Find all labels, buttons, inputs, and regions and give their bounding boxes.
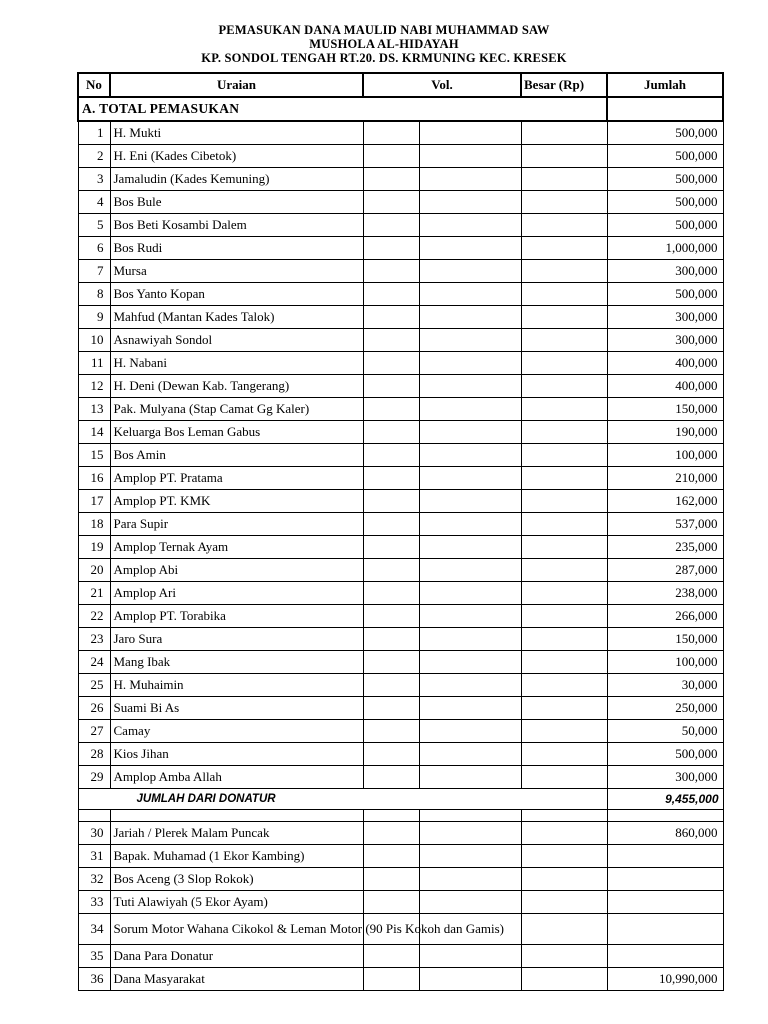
row-vol-cell [363,283,419,306]
row-besar-cell [521,191,607,214]
row-amount: 300,000 [607,766,723,789]
row-amount: 210,000 [607,467,723,490]
row-vol-cell [363,628,419,651]
row-number: 25 [78,674,110,697]
row-description: Amplop Amba Allah [110,766,363,789]
row-vol-unit-cell [419,559,521,582]
row-vol-cell [363,145,419,168]
row-vol-cell [363,121,419,145]
row-vol-unit-cell [419,467,521,490]
col-header-no: No [78,73,110,97]
spacer-cell [419,810,521,822]
row-besar-cell [521,168,607,191]
row-number: 5 [78,214,110,237]
table-row [78,121,723,145]
spacer-cell [521,810,607,822]
row-vol-unit-cell [419,421,521,444]
row-amount: 287,000 [607,559,723,582]
row-number: 7 [78,260,110,283]
table-row [78,513,723,536]
table-row [78,329,723,352]
row-vol-cell [363,398,419,421]
row-vol-unit-cell [419,845,521,868]
table-row [78,891,723,914]
row-description: Bos Bule [110,191,363,214]
row-vol-unit-cell [419,444,521,467]
row-vol-cell [363,697,419,720]
total-donatur-value: 9,455,000 [607,789,723,810]
row-vol-cell [363,490,419,513]
row-vol-unit-cell [419,945,521,968]
row-number: 2 [78,145,110,168]
row-vol-cell [363,467,419,490]
row-number: 15 [78,444,110,467]
row-vol-cell [363,766,419,789]
row-besar-cell [521,697,607,720]
table-row [78,559,723,582]
spacer-row [78,810,723,822]
section-title: A. TOTAL PEMASUKAN [78,97,607,121]
row-description: Tuti Alawiyah (5 Ekor Ayam) [110,891,363,914]
table-row [78,283,723,306]
row-description: Asnawiyah Sondol [110,329,363,352]
row-vol-unit-cell [419,214,521,237]
row-description: Mang Ibak [110,651,363,674]
row-description: Jariah / Plerek Malam Puncak [110,822,363,845]
row-vol-unit-cell [419,605,521,628]
row-description: Para Supir [110,513,363,536]
row-besar-cell [521,421,607,444]
row-besar-cell [521,283,607,306]
row-description: Keluarga Bos Leman Gabus [110,421,363,444]
row-description: Dana Para Donatur [110,945,363,968]
table-row [78,536,723,559]
header-title: PEMASUKAN DANA MAULID NABI MUHAMMAD SAW [218,23,550,37]
row-besar-cell [521,720,607,743]
row-description: H. Nabani [110,352,363,375]
row-description: Kios Jihan [110,743,363,766]
row-amount: 1,000,000 [607,237,723,260]
row-vol-unit-cell [419,513,521,536]
table-row [78,306,723,329]
row-description: H. Mukti [110,121,363,145]
row-vol-unit-cell [419,536,521,559]
row-amount: 150,000 [607,398,723,421]
row-number: 14 [78,421,110,444]
row-vol-cell [363,968,419,991]
row-vol-unit-cell [419,628,521,651]
row-description: H. Muhaimin [110,674,363,697]
row-description: Pak. Mulyana (Stap Camat Gg Kaler) [110,398,363,421]
row-vol-unit-cell [419,352,521,375]
row-amount: 300,000 [607,329,723,352]
row-vol-unit-cell [419,651,521,674]
row-besar-cell [521,467,607,490]
row-amount: 300,000 [607,306,723,329]
row-besar-cell [521,559,607,582]
row-vol-cell [363,329,419,352]
row-besar-cell [521,891,607,914]
table-row [78,945,723,968]
row-besar-cell [521,398,607,421]
row-number: 29 [78,766,110,789]
row-number: 16 [78,467,110,490]
row-besar-cell [521,536,607,559]
row-vol-unit-cell [419,766,521,789]
row-description: Camay [110,720,363,743]
table-row [78,968,723,991]
row-description: Amplop Ari [110,582,363,605]
row-besar-cell [521,845,607,868]
row-amount: 500,000 [607,145,723,168]
row-description: Sorum Motor Wahana Cikokol & Leman Motor (90 Pis Kokoh dan Gamis) [110,914,363,945]
table-row [78,605,723,628]
col-header-jumlah: Jumlah [607,73,723,97]
row-description: Dana Masyarakat [110,968,363,991]
row-amount: 400,000 [607,352,723,375]
table-row [78,697,723,720]
row-vol-cell [363,421,419,444]
row-amount: 50,000 [607,720,723,743]
row-besar-cell [521,582,607,605]
table-row [78,237,723,260]
row-vol-cell [363,191,419,214]
table-row [78,651,723,674]
row-number: 35 [78,945,110,968]
row-amount: 860,000 [607,822,723,845]
table-row [78,444,723,467]
row-besar-cell [521,945,607,968]
row-description: Bos Amin [110,444,363,467]
row-number: 27 [78,720,110,743]
row-number: 13 [78,398,110,421]
row-vol-unit-cell [419,121,521,145]
row-description: Amplop PT. Pratama [110,467,363,490]
table-row [78,168,723,191]
row-besar-cell [521,375,607,398]
row-description: Amplop Abi [110,559,363,582]
row-amount [607,868,723,891]
table-row [78,191,723,214]
row-number: 28 [78,743,110,766]
row-amount [607,845,723,868]
row-besar-cell [521,968,607,991]
spacer-cell [78,810,110,822]
row-number: 3 [78,168,110,191]
row-vol-cell [363,375,419,398]
row-amount: 500,000 [607,214,723,237]
table-row [78,868,723,891]
document-header [0,23,768,65]
spacer-cell [110,810,363,822]
income-table-body [78,73,723,991]
row-number: 19 [78,536,110,559]
row-number: 18 [78,513,110,536]
row-number: 12 [78,375,110,398]
row-amount: 235,000 [607,536,723,559]
row-number: 26 [78,697,110,720]
table-row [78,214,723,237]
row-vol-cell [363,168,419,191]
table-header-row [78,73,723,97]
col-header-vol: Vol. [363,73,521,97]
row-amount: 500,000 [607,121,723,145]
row-vol-unit-cell [419,490,521,513]
spacer-cell [607,810,723,822]
row-besar-cell [521,914,607,945]
row-besar-cell [521,651,607,674]
header-address: KP. SONDOL TENGAH RT.20. DS. KRMUNING KEC. KRESEK [201,51,567,65]
row-vol-cell [363,513,419,536]
row-besar-cell [521,306,607,329]
row-vol-unit-cell [419,743,521,766]
row-amount: 150,000 [607,628,723,651]
row-vol-unit-cell [419,720,521,743]
row-vol-unit-cell [419,868,521,891]
table-row [78,467,723,490]
row-amount: 162,000 [607,490,723,513]
row-amount: 400,000 [607,375,723,398]
row-description: H. Deni (Dewan Kab. Tangerang) [110,375,363,398]
table-row [78,720,723,743]
row-number: 23 [78,628,110,651]
section-total-cell [607,97,723,121]
row-vol-cell [363,582,419,605]
row-besar-cell [521,822,607,845]
row-description: Amplop PT. KMK [110,490,363,513]
row-vol-unit-cell [419,674,521,697]
row-vol-unit-cell [419,168,521,191]
row-vol-unit-cell [419,891,521,914]
row-vol-unit-cell [419,375,521,398]
total-donatur-label: JUMLAH DARI DONATUR [78,789,607,810]
col-header-besar: Besar (Rp) [521,73,607,97]
row-description: Jaro Sura [110,628,363,651]
row-besar-cell [521,444,607,467]
row-besar-cell [521,628,607,651]
table-row [78,375,723,398]
row-vol-cell [363,214,419,237]
total-donatur-row [78,789,723,810]
row-vol-cell [363,352,419,375]
row-number: 24 [78,651,110,674]
row-amount: 500,000 [607,168,723,191]
row-vol-unit-cell [419,697,521,720]
row-description: Mursa [110,260,363,283]
row-besar-cell [521,513,607,536]
row-besar-cell [521,121,607,145]
row-vol-cell [363,536,419,559]
row-number: 1 [78,121,110,145]
row-amount: 537,000 [607,513,723,536]
row-vol-cell [363,720,419,743]
row-besar-cell [521,260,607,283]
table-row [78,674,723,697]
row-description: Jamaludin (Kades Kemuning) [110,168,363,191]
row-description: Bapak. Muhamad (1 Ekor Kambing) [110,845,363,868]
row-description: Amplop Ternak Ayam [110,536,363,559]
row-amount: 300,000 [607,260,723,283]
row-besar-cell [521,214,607,237]
row-description: Suami Bi As [110,697,363,720]
row-amount: 100,000 [607,651,723,674]
table-row [78,822,723,845]
row-description: Mahfud (Mantan Kades Talok) [110,306,363,329]
row-number: 4 [78,191,110,214]
row-number: 11 [78,352,110,375]
section-row [78,97,723,121]
row-description: Bos Beti Kosambi Dalem [110,214,363,237]
row-number: 36 [78,968,110,991]
row-amount: 100,000 [607,444,723,467]
row-vol-cell [363,444,419,467]
row-vol-unit-cell [419,260,521,283]
row-vol-cell [363,651,419,674]
row-amount: 190,000 [607,421,723,444]
row-vol-cell [363,605,419,628]
row-besar-cell [521,766,607,789]
table-row [78,628,723,651]
row-number: 20 [78,559,110,582]
row-number: 34 [78,914,110,945]
row-amount: 500,000 [607,283,723,306]
row-amount: 250,000 [607,697,723,720]
row-amount: 10,990,000 [607,968,723,991]
row-amount [607,891,723,914]
row-vol-unit-cell [419,145,521,168]
row-besar-cell [521,145,607,168]
row-vol-cell [363,868,419,891]
row-number: 10 [78,329,110,352]
row-number: 22 [78,605,110,628]
table-row [78,398,723,421]
row-vol-cell [363,891,419,914]
table-row [78,914,723,945]
col-header-uraian: Uraian [110,73,363,97]
table-row [78,145,723,168]
row-number: 6 [78,237,110,260]
row-vol-cell [363,260,419,283]
row-vol-unit-cell [419,822,521,845]
row-number: 17 [78,490,110,513]
row-number: 32 [78,868,110,891]
header-organization: MUSHOLA AL-HIDAYAH [309,37,459,51]
row-besar-cell [521,490,607,513]
row-description: Bos Aceng (3 Slop Rokok) [110,868,363,891]
row-vol-cell [363,306,419,329]
table-row [78,743,723,766]
row-number: 33 [78,891,110,914]
row-besar-cell [521,868,607,891]
row-vol-unit-cell [419,306,521,329]
row-amount: 238,000 [607,582,723,605]
row-vol-cell [363,822,419,845]
row-number: 31 [78,845,110,868]
table-row [78,260,723,283]
row-vol-cell [363,845,419,868]
row-besar-cell [521,352,607,375]
row-vol-unit-cell [419,968,521,991]
row-vol-cell [363,743,419,766]
table-row [78,845,723,868]
table-row [78,352,723,375]
row-amount: 266,000 [607,605,723,628]
row-amount [607,914,723,945]
row-number: 30 [78,822,110,845]
row-amount: 30,000 [607,674,723,697]
row-amount [607,945,723,968]
row-vol-cell [363,237,419,260]
row-description: Bos Rudi [110,237,363,260]
table-row [78,766,723,789]
row-vol-cell [363,674,419,697]
row-amount: 500,000 [607,743,723,766]
row-number: 8 [78,283,110,306]
row-vol-cell [363,945,419,968]
row-besar-cell [521,605,607,628]
row-besar-cell [521,329,607,352]
row-description: H. Eni (Kades Cibetok) [110,145,363,168]
table-row [78,582,723,605]
row-description: Bos Yanto Kopan [110,283,363,306]
table-row [78,490,723,513]
row-description: Amplop PT. Torabika [110,605,363,628]
row-number: 21 [78,582,110,605]
table-row [78,421,723,444]
spacer-cell [363,810,419,822]
row-vol-unit-cell [419,283,521,306]
row-besar-cell [521,674,607,697]
row-amount: 500,000 [607,191,723,214]
row-vol-unit-cell [419,329,521,352]
row-besar-cell [521,237,607,260]
row-vol-unit-cell [419,398,521,421]
row-number: 9 [78,306,110,329]
row-vol-cell [363,559,419,582]
row-vol-unit-cell [419,582,521,605]
row-vol-unit-cell [419,237,521,260]
row-besar-cell [521,743,607,766]
row-vol-unit-cell [419,191,521,214]
income-table [77,72,724,991]
